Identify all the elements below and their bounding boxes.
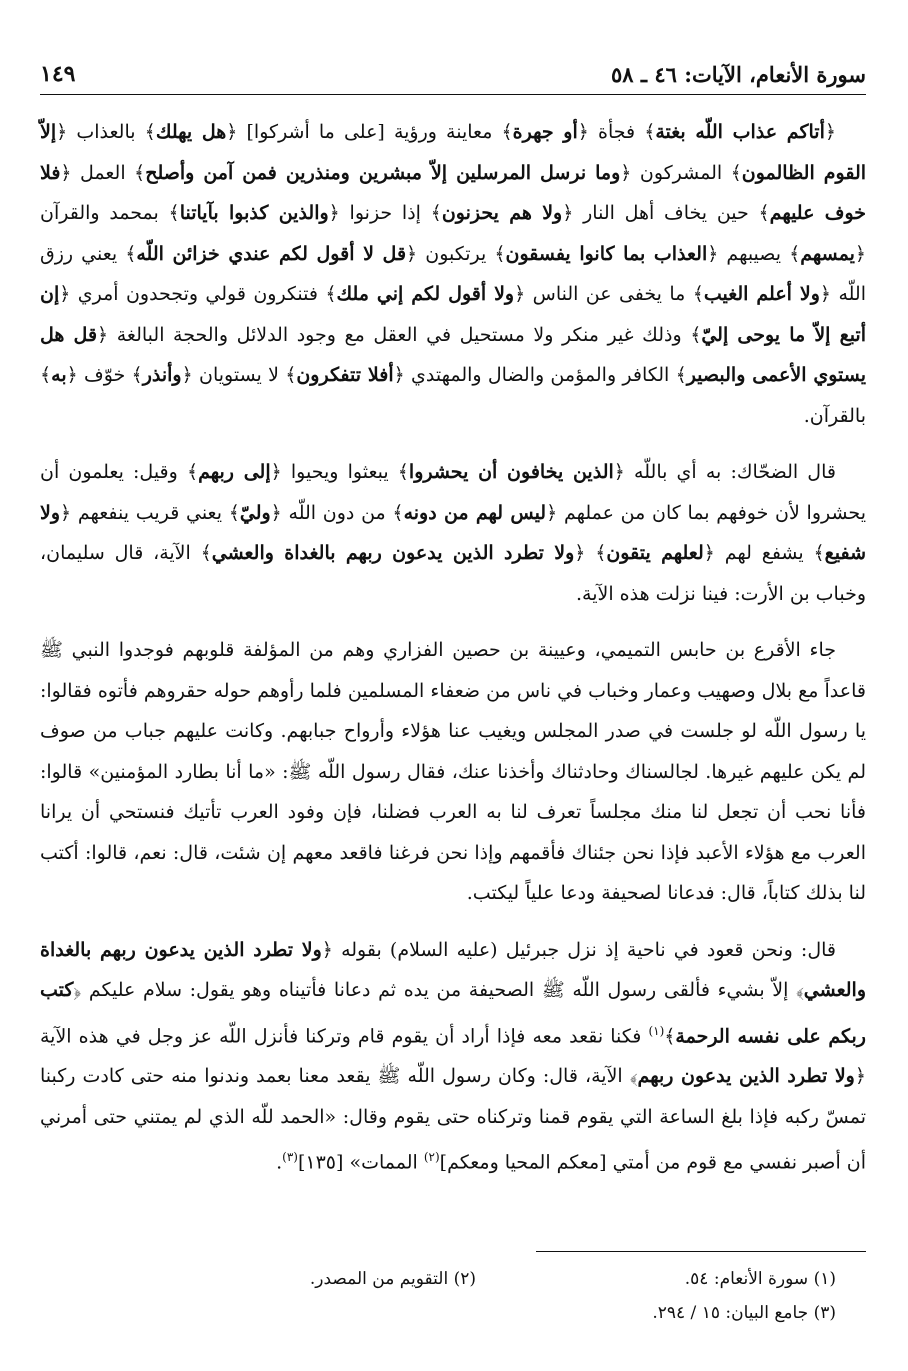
quran-quote: والذين كذبوا بآياتنا — [179, 202, 329, 224]
text-run: ﴾ المشركون — [631, 161, 742, 184]
text-run: قال: ونحن قعود في ناحية إذ نزل جبرئيل (عليه السلام) بقوله — [332, 938, 837, 961]
text-run: الممات» [١٣٥] — [297, 1151, 424, 1174]
text-run: ﴿ — [181, 364, 193, 386]
text-run: ﴿ — [562, 202, 574, 224]
quran-quote: إلى ربهم — [198, 461, 271, 483]
text-run: ﴿ — [97, 323, 109, 346]
quran-quote: ولا هم يحزنون — [441, 202, 563, 224]
text-run: ﴿ — [60, 161, 72, 184]
footnote-row — [40, 1262, 836, 1296]
text-run: ﴿ — [613, 461, 625, 483]
quran-quote: ولا أقول لكم إني ملك — [336, 283, 515, 305]
text-run: ﴿ — [59, 283, 71, 305]
main-text — [40, 112, 866, 1199]
text-run: ﴾ الآية، قال سليمان، وخباب بن الأرت: فينا نزلت هذه الآية. — [40, 542, 866, 605]
text-run: . — [276, 1151, 283, 1174]
quran-quote: وما نرسل المرسلين إلاّ مبشرين ومنذرين فمن آمن وأصلح — [145, 161, 621, 184]
text-run: ﴿ — [854, 242, 867, 265]
footnote: (٢) التقويم من المصدر. — [309, 1269, 476, 1289]
text-run: ﴿ — [620, 161, 632, 184]
text-run: قال الضحّاك: به أي باللّه — [624, 461, 836, 483]
quran-quote: الذين يخافون أن يحشروا — [408, 461, 614, 483]
footnote-divider — [536, 1251, 866, 1252]
text-run: ﴿ — [393, 364, 405, 386]
text-run: ﴿ — [66, 364, 78, 386]
text-run: ﴾ معاينة ورؤية [على ما أشركوا] — [237, 121, 513, 143]
text-run: ﴾ العمل — [71, 161, 146, 184]
text-run: ﴾ — [585, 542, 607, 564]
text-run: ﴾ وذلك غير منكر ولا مستحيل في العقل مع وجود الدلائل والحجة البالغة — [108, 323, 702, 346]
text-run: جاء الأقرع بن حابس التميمي، وعيينة بن حصين الفزاري وهم من المؤلفة قلوبهم فوجدوا النبي ﷺ قاعداً مع بلال وصهيب وعمار وخباب في ناس من ضعفاء المسلمين فلما رأوهم حوله حقروهم فأتوه فقالوا: يا رسول اللّه لو جلست في صدر المجلس ويغيب عنا هؤلاء وأرواح جبابهم. وكانت عليهم جباب من صوف لم يكن عليهم غيرها. لجالسناك وحادثناك وأخذنا عنك، فقال رسول اللّه ﷺ: «ما أنا بطارد المؤمنين» قالوا: فأنا نحب أن تجعل لنا منك مجلساً تعرف لنا به العرب فضلنا، فإن وفود العرب تأتيك فنستحي أن يرانا العرب مع هؤلاء الأعبد فإذا نحن جئناك فأقمهم وإذا نحن فرغنا فاقعد معهم إن شئت، قال: نعم، قالوا: أكتب لنا بذلك كتاباً، قال: فدعانا لصحيفة ودعا علياً ليكتب. — [40, 639, 866, 904]
text-run: ﴾ يبعثوا ويحيوا — [281, 461, 409, 483]
quran-quote: وليّ — [239, 501, 271, 524]
quran-quote: ولا تطرد الذين يدعون ربهم — [637, 1065, 855, 1088]
text-run: ﴾ إذا حزنوا — [339, 202, 442, 224]
text-run: ﴿ — [819, 283, 832, 305]
text-run: ﴾ فتنكرون قولي وتجحدون أمري — [70, 283, 337, 305]
footnote-ref: (٢) — [423, 1150, 440, 1165]
text-run: ﴾ بالقرآن. — [40, 364, 866, 427]
text-run: ﴾ بالعذاب — [67, 121, 156, 143]
quran-quote: قل لا أقول لكم عندي خزائن اللّه — [136, 242, 407, 265]
quran-quote: العذاب بما كانوا يفسقون — [505, 242, 708, 265]
text-run: ﴾ خوّف — [77, 364, 143, 386]
text-run: ﴾ لا يستويان — [192, 364, 297, 386]
quran-quote: ولا تطرد الذين يدعون ربهم بالغداة والعشي — [40, 938, 866, 1001]
footnote: (٣) جامع البيان: ١٥ / ٢٩٤. — [652, 1303, 836, 1323]
text-run: ﴾ فجأة — [588, 121, 656, 143]
text-run: ﴿ — [270, 461, 282, 483]
quran-quote: إلاّ القوم الظالمون — [40, 121, 867, 184]
page-number: ١٤٩ — [40, 61, 76, 87]
text-run: ﴿ — [703, 542, 715, 564]
text-run: ﴾ بمحمد والقرآن — [40, 202, 180, 224]
text-run: ﴿ — [406, 242, 418, 265]
text-run: ﴿ — [577, 121, 589, 143]
quran-quote: يمسهم — [800, 242, 855, 265]
text-run: ﴾ وقيل: يعلمون أن يحشروا لأن خوفهم بما كان من عملهم — [40, 461, 866, 524]
quran-quote: أو جهرة — [512, 121, 578, 143]
text-run: ﴿ — [824, 121, 836, 143]
quran-quote: ليس لهم من دونه — [403, 501, 547, 524]
paragraph — [40, 930, 866, 1184]
text-run: ﴿ — [226, 121, 238, 143]
text-run: ﴿ — [56, 121, 68, 143]
page-header — [40, 54, 866, 95]
text-run: ﴾ يعني رزق اللّه — [40, 242, 866, 305]
text-run: ﴿ — [73, 979, 82, 1001]
quran-quote: أفلا تتفكرون — [296, 364, 394, 386]
text-run: ﴾ حين يخاف أهل النار — [573, 202, 770, 224]
text-run: ﴾ يعني قريب ينفعهم — [71, 501, 240, 524]
running-title: سورة الأنعام، الآيات: ٤٦ ـ ٥٨ — [611, 61, 866, 87]
paragraph — [40, 112, 866, 436]
quran-quote: هل يهلك — [155, 121, 227, 143]
text-run: ﴿ — [321, 938, 333, 961]
footnote-ref: (٣) — [282, 1150, 298, 1165]
footnote-row — [40, 1296, 836, 1330]
paragraph — [40, 452, 866, 614]
footnotes — [40, 1262, 836, 1330]
quran-quote: ولا أعلم الغيب — [703, 283, 820, 305]
text-run: ﴾ يصيبهم — [718, 242, 801, 265]
quran-quote: لعلهم يتقون — [606, 542, 704, 564]
quran-quote: قل هل يستوي الأعمى والبصير — [40, 323, 866, 386]
text-run: ﴾ الكافر والمؤمن والضال والمهتدي — [404, 364, 687, 386]
text-run: فكنا نقعد معه فإذا أراد أن يقوم قام وتركنا فأنزل اللّه عز وجل في هذه الآية — [40, 1024, 649, 1047]
quran-quote: فلا خوف عليهم — [40, 161, 867, 224]
paragraph — [40, 630, 866, 914]
text-run: ﴿ — [270, 501, 282, 524]
quran-quote: كتب ربكم على نفسه الرحمة — [40, 979, 866, 1047]
text-run: ﴿ — [546, 501, 558, 524]
text-run: ﴾ الآية، قال: وكان رسول اللّه ﷺ يقعد معنا بعمد وندنوا منه حتى كادت ركبنا تمسّ ركبه فإذا بلغ الساعة التي يقوم قمنا وتركناه حتى يقوم وقال: «الحمد للّه الذي لم يمتني حتى أمرني أن أصبر نفسي مع قوم من أمتي [معكم المحيا ومعكم] — [40, 1065, 866, 1174]
quran-quote: به — [51, 364, 67, 386]
quran-quote: إن أتبع إلاّ ما يوحى إليّ — [40, 283, 866, 346]
text-run: ﴾ من دون اللّه — [281, 501, 404, 524]
text-run: ﴿ — [707, 242, 719, 265]
text-run: ﴾ إلاّ بشيء فألقى رسول اللّه ﷺ الصحيفة من يده ثم دعانا فأتيناه وهو يقول: سلام عليكم — [81, 979, 804, 1001]
quran-quote: وأنذر — [142, 364, 182, 386]
quran-quote: ولا شفيع — [40, 501, 866, 564]
text-run: ﴾ يرتكبون — [417, 242, 506, 265]
text-run: ﴿ — [514, 283, 526, 305]
text-run: ﴿ — [60, 501, 72, 524]
quran-quote: ولا تطرد الذين يدعون ربهم بالغداة والعشي — [211, 542, 575, 564]
footnote-ref: (١) — [648, 1023, 665, 1038]
text-run: ﴿ — [854, 1065, 866, 1088]
text-run: ﴾ يشفع لهم — [714, 542, 825, 564]
text-run: ﴿ — [328, 202, 340, 224]
text-run: ﴿ — [574, 542, 586, 564]
footnote: (١) سورة الأنعام: ٥٤. — [684, 1269, 836, 1289]
quran-quote: أتاكم عذاب اللّه بغتة — [655, 121, 825, 143]
text-run: ﴾ — [664, 1024, 676, 1047]
text-run: ﴾ ما يخفى عن الناس — [525, 283, 704, 305]
